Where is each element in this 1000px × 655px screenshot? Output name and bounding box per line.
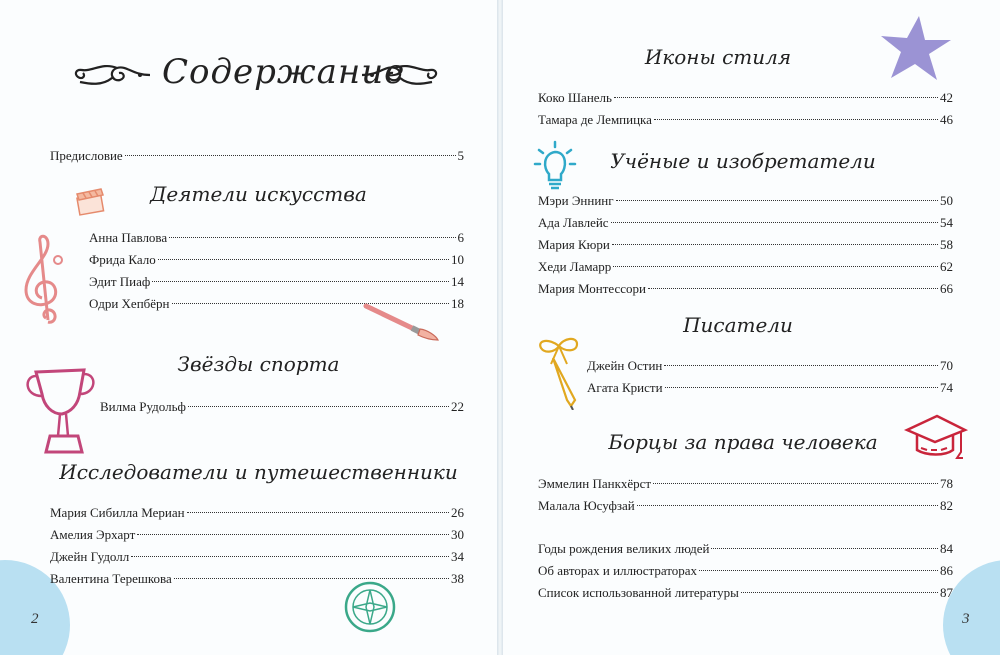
toc-entry-title: Эммелин Панкхёрст xyxy=(538,476,652,491)
toc-leader xyxy=(637,505,938,506)
toc-entry-page: 70 xyxy=(940,358,953,373)
toc-entry[interactable] xyxy=(538,109,953,131)
toc-entry[interactable] xyxy=(538,212,953,234)
toc-entry-title: Эдит Пиаф xyxy=(89,274,151,289)
page-number-right: 3 xyxy=(962,611,970,627)
toc-leader xyxy=(612,244,938,245)
toc-entry-page: 66 xyxy=(940,281,953,296)
star-icon xyxy=(879,14,953,82)
toc-leader xyxy=(741,592,938,593)
toc-entry[interactable] xyxy=(89,271,464,293)
toc-entry-page: 50 xyxy=(940,193,953,208)
right-page xyxy=(503,0,1000,655)
toc-entry[interactable] xyxy=(538,190,953,212)
section-title: Иконы стиля xyxy=(644,45,792,69)
toc-entry-page: 58 xyxy=(940,237,953,252)
section-title: Звёзды спорта xyxy=(177,352,340,376)
toc-entry[interactable] xyxy=(538,473,953,495)
toc-entry-page: 46 xyxy=(940,112,953,127)
toc-leader xyxy=(616,200,938,201)
toc-entry-page: 38 xyxy=(451,571,464,586)
toc-entry-title: Фрида Кало xyxy=(89,252,156,267)
toc-entry[interactable] xyxy=(538,256,953,278)
toc-leader xyxy=(665,387,938,388)
lightbulb-icon xyxy=(533,140,581,192)
toc-entry[interactable] xyxy=(538,582,953,604)
toc-leader xyxy=(699,570,938,571)
toc-entry-page: 42 xyxy=(940,90,953,105)
toc-leader xyxy=(131,556,449,557)
toc-entry-page: 62 xyxy=(940,259,953,274)
toc-entry-page: 87 xyxy=(940,585,953,600)
toc-entry-page: 86 xyxy=(940,563,953,578)
toc-list xyxy=(100,396,464,418)
toc-entry-title: Хеди Ламарр xyxy=(538,259,612,274)
toc-leader xyxy=(188,406,449,407)
toc-entry[interactable] xyxy=(538,278,953,300)
toc-leader xyxy=(174,578,449,579)
toc-entry-title: Предисловие xyxy=(50,148,123,163)
section-title: Исследователи и путешественники xyxy=(59,460,458,484)
toc-entry-page: 18 xyxy=(451,296,464,311)
section-title: Писатели xyxy=(683,313,793,337)
toc-entry[interactable] xyxy=(50,568,464,590)
toc-leader xyxy=(654,119,938,120)
toc-entry-page: 6 xyxy=(457,230,464,245)
toc-leader xyxy=(158,259,449,260)
toc-entry-page: 54 xyxy=(940,215,953,230)
toc-entry[interactable] xyxy=(538,87,953,109)
toc-entry-page: 84 xyxy=(940,541,953,556)
toc-entry-page: 14 xyxy=(451,274,464,289)
toc-entry-title: Мария Сибилла Мериан xyxy=(50,505,185,520)
toc-entry-page: 10 xyxy=(451,252,464,267)
toc-entry-title: Коко Шанель xyxy=(538,90,612,105)
toc-entry-title: Годы рождения великих людей xyxy=(538,541,710,556)
toc-appendix-list xyxy=(538,538,953,604)
trophy-icon xyxy=(22,366,102,458)
graduation-cap-icon xyxy=(903,412,969,468)
toc-entry-page: 74 xyxy=(940,380,953,395)
toc-entry-title: Мария Кюри xyxy=(538,237,610,252)
toc-entry-title: Список использованной литературы xyxy=(538,585,739,600)
toc-entry-preface[interactable] xyxy=(50,145,464,167)
toc-leader xyxy=(169,237,455,238)
toc-leader xyxy=(653,483,938,484)
toc-entry[interactable] xyxy=(587,377,953,399)
toc-entry-title: Анна Павлова xyxy=(89,230,168,245)
toc-list xyxy=(538,190,953,300)
page-title: Содержание xyxy=(162,52,406,92)
toc-leader xyxy=(611,222,938,223)
toc-entry-title: Валентина Терешкова xyxy=(50,571,172,586)
toc-entry-page: 78 xyxy=(940,476,953,491)
toc-leader xyxy=(125,155,456,156)
toc-entry-page: 26 xyxy=(451,505,464,520)
toc-entry-title: Джейн Гудолл xyxy=(50,549,130,564)
toc-entry[interactable] xyxy=(89,227,464,249)
toc-entry-title: Одри Хепбёрн xyxy=(89,296,170,311)
compass-icon xyxy=(343,580,397,634)
ornament-icon xyxy=(72,60,152,90)
toc-entry-page: 34 xyxy=(451,549,464,564)
toc-entry[interactable] xyxy=(50,524,464,546)
toc-list xyxy=(538,87,953,131)
toc-entry-title: Малала Юсуфзай xyxy=(538,498,635,513)
left-page xyxy=(0,0,497,655)
toc-entry[interactable] xyxy=(538,234,953,256)
toc-leader xyxy=(648,288,938,289)
toc-leader xyxy=(614,97,938,98)
toc-leader xyxy=(664,365,938,366)
toc-entry[interactable] xyxy=(538,560,953,582)
toc-entry-title: Мария Монтессори xyxy=(538,281,646,296)
toc-entry[interactable] xyxy=(538,538,953,560)
toc-leader xyxy=(613,266,938,267)
toc-entry-title: Амелия Эрхарт xyxy=(50,527,136,542)
toc-list xyxy=(587,355,953,399)
toc-entry[interactable] xyxy=(50,502,464,524)
toc-entry-title: Вилма Рудольф xyxy=(100,399,186,414)
toc-entry-title: Тамара де Лемпицка xyxy=(538,112,652,127)
quill-pen-icon xyxy=(531,334,589,410)
toc-entry[interactable] xyxy=(100,396,464,418)
toc-leader xyxy=(137,534,449,535)
paintbrush-icon xyxy=(360,298,440,343)
toc-entry[interactable] xyxy=(89,249,464,271)
toc-entry-title: Об авторах и иллюстраторах xyxy=(538,563,698,578)
toc-entry[interactable] xyxy=(587,355,953,377)
toc-entry-title: Мэри Эннинг xyxy=(538,193,614,208)
toc-leader xyxy=(152,281,449,282)
toc-entry[interactable] xyxy=(538,495,953,517)
toc-entry[interactable] xyxy=(50,546,464,568)
toc-leader xyxy=(711,548,938,549)
page-number-left: 2 xyxy=(31,611,39,627)
toc-list xyxy=(538,473,953,517)
toc-list xyxy=(50,502,464,590)
section-title: Учёные и изобретатели xyxy=(610,149,876,173)
toc-entry-page: 22 xyxy=(451,399,464,414)
toc-entry-page: 82 xyxy=(940,498,953,513)
toc-entry-page: 5 xyxy=(457,148,464,163)
section-title: Деятели искусства xyxy=(150,182,367,206)
section-title: Борцы за права человека xyxy=(608,430,878,454)
treble-clef-icon xyxy=(18,232,68,332)
toc-entry-title: Ада Лавлейс xyxy=(538,215,609,230)
toc-entry-title: Джейн Остин xyxy=(587,358,663,373)
toc-entry-title: Агата Кристи xyxy=(587,380,663,395)
toc-leader xyxy=(187,512,449,513)
toc-entry-page: 30 xyxy=(451,527,464,542)
